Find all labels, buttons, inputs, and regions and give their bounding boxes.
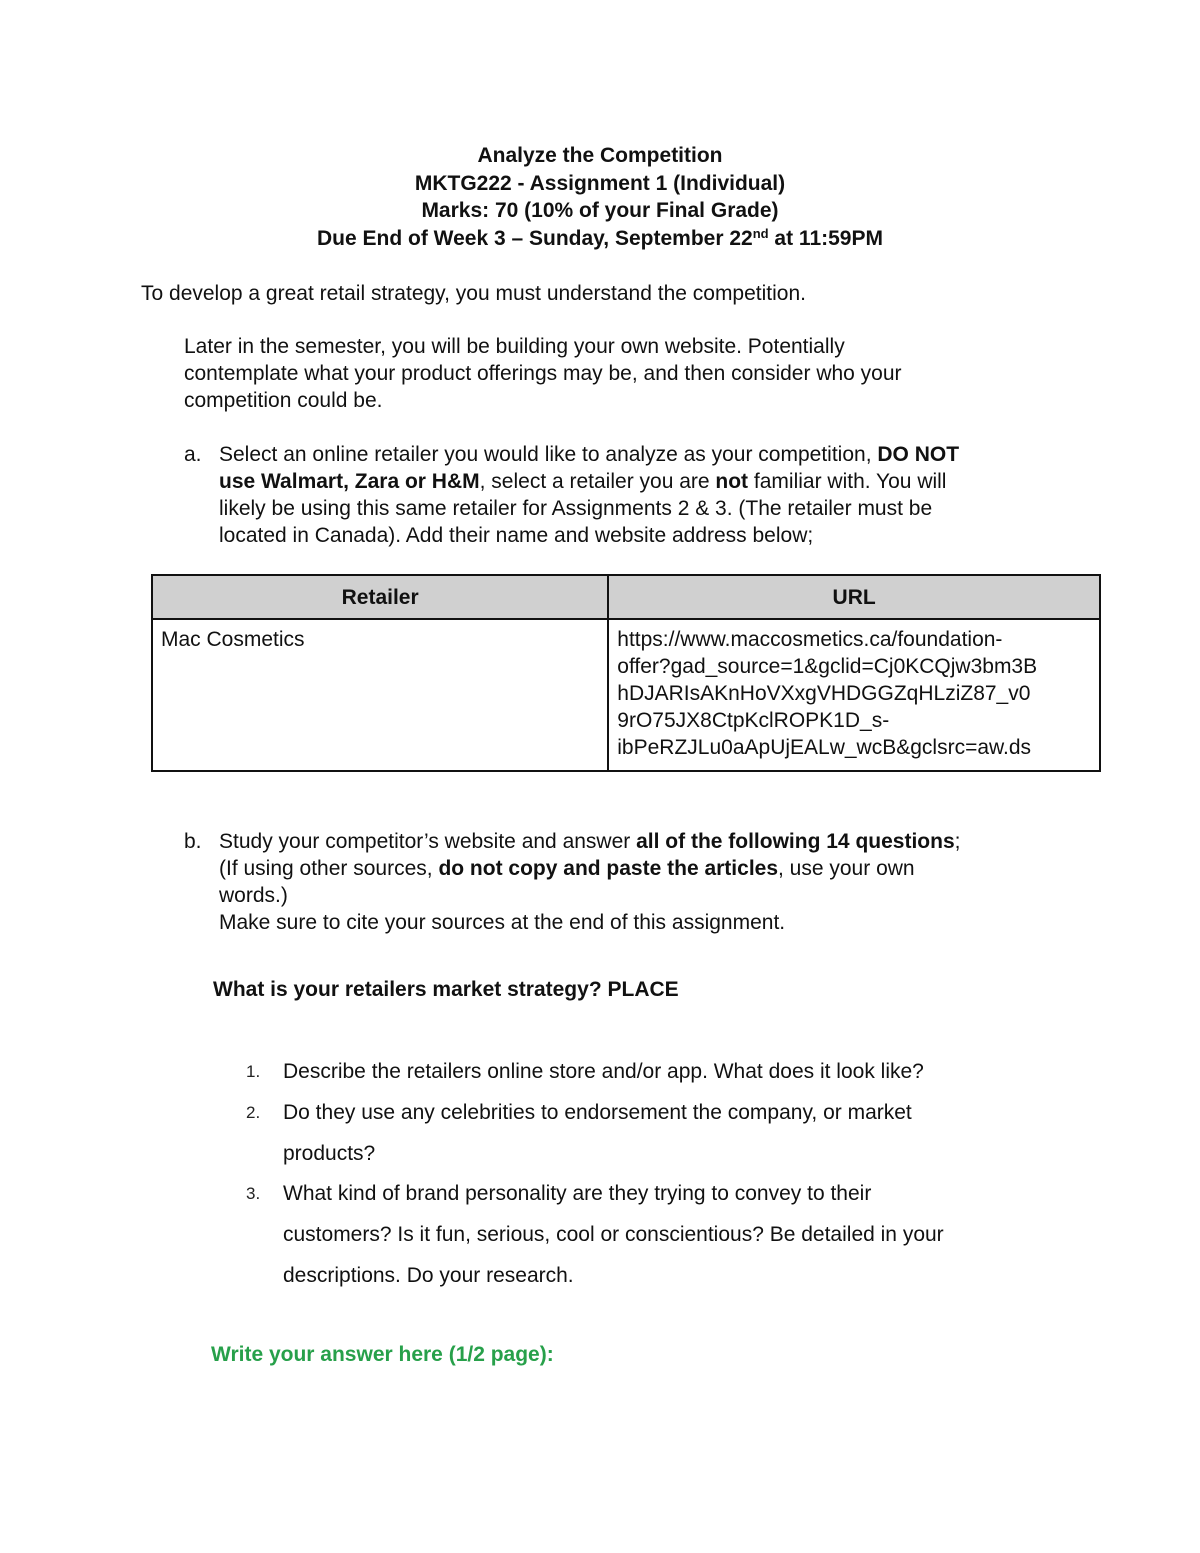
due-date-text: Due End of Week 3 – Sunday, September 22 [317, 226, 753, 250]
due-date-line [0, 225, 1200, 253]
item-b-bold-run: do not copy and paste the articles [438, 857, 779, 880]
question-line: customers? Is it fun, serious, cool or conscientious? Be detailed in your [283, 1223, 944, 1246]
item-a-line: located in Canada). Add their name and website address below; [219, 524, 814, 547]
retailer-url-cell [608, 619, 1100, 771]
question-line: descriptions. Do your research. [283, 1264, 574, 1287]
url-line: 9rO75JX8CtpKclROPK1D_s- [617, 709, 890, 732]
item-a-text [219, 441, 959, 549]
question-text [283, 1173, 944, 1296]
question-text [283, 1051, 924, 1092]
item-a-bold-run: not [715, 470, 749, 493]
url-line: hDJARIsAKnHoVXxgVHDGGZqHLziZ87_v0 [617, 682, 1031, 705]
due-time-text: at 11:59PM [768, 226, 883, 250]
url-line: offer?gad_source=1&gclid=Cj0KCQjw3bm3B [617, 655, 1038, 678]
item-b-line [219, 828, 960, 855]
column-header-url: URL [608, 575, 1100, 619]
document-header [0, 142, 1200, 252]
marks-line: Marks: 70 (10% of your Final Grade) [421, 199, 779, 222]
item-a-line [219, 441, 959, 468]
document-title: Analyze the Competition [477, 144, 723, 167]
answer-prompt: Write your answer here (1/2 page): [211, 1343, 554, 1366]
intro-paragraph: To develop a great retail strategy, you must understand the competition. [141, 282, 806, 305]
strategy-heading: What is your retailers market strategy? PLACE [213, 978, 679, 1001]
url-line: ibPeRZJLu0aApUjEALw_wcB&gclsrc=aw.ds [617, 736, 1032, 759]
item-b-text-run: (If using other sources, [219, 857, 439, 880]
question-line: Describe the retailers online store and/or app. What does it look like? [283, 1060, 924, 1083]
item-a-text-run: Select an online retailer you would like to analyze as your competition, [219, 443, 878, 466]
question-text [283, 1092, 912, 1174]
question-number: 1. [246, 1062, 261, 1081]
column-header-retailer: Retailer [152, 575, 608, 619]
retailer-table [151, 574, 1101, 772]
context-line: competition could be. [184, 389, 383, 412]
url-line: https://www.maccosmetics.ca/foundation- [617, 628, 1003, 651]
item-b-line: words.) [219, 884, 288, 907]
item-b-text-run: ; [954, 830, 961, 853]
ordinal-suffix: nd [752, 225, 769, 241]
item-a-bold-run: DO NOT [877, 443, 960, 466]
context-line: Later in the semester, you will be building your own website. Potentially [184, 335, 845, 358]
item-b-text-run: , use your own [778, 857, 915, 880]
context-paragraph [184, 333, 902, 414]
context-line: contemplate what your product offerings may be, and then consider who your [184, 362, 902, 385]
retailer-name-cell: Mac Cosmetics [152, 619, 608, 771]
question-line: What kind of brand personality are they trying to convey to their [283, 1182, 872, 1205]
item-b-line [219, 855, 960, 882]
question-number: 2. [246, 1103, 261, 1122]
item-b-text-run: Study your competitor’s website and answer [219, 830, 637, 853]
table-row [152, 619, 1100, 771]
question-number: 3. [246, 1184, 261, 1203]
item-b-line: Make sure to cite your sources at the end of this assignment. [219, 911, 786, 934]
item-b-marker: b. [184, 830, 202, 853]
item-a-line: likely be using this same retailer for Assignments 2 & 3. (The retailer must be [219, 497, 933, 520]
item-b-bold-run: all of the following 14 questions [636, 830, 955, 853]
question-line: Do they use any celebrities to endorsement the company, or market [283, 1101, 912, 1124]
item-b-text [219, 828, 960, 936]
item-a-text-run: , select a retailer you are [479, 470, 716, 493]
item-a-marker: a. [184, 443, 202, 466]
course-line: MKTG222 - Assignment 1 (Individual) [414, 171, 786, 195]
question-line: products? [283, 1142, 376, 1165]
table-header-row [152, 575, 1100, 619]
item-a-text-run: familiar with. You will [748, 470, 947, 493]
item-a-bold-run: use Walmart, Zara or H&M [219, 470, 480, 493]
item-a-line [219, 468, 959, 495]
